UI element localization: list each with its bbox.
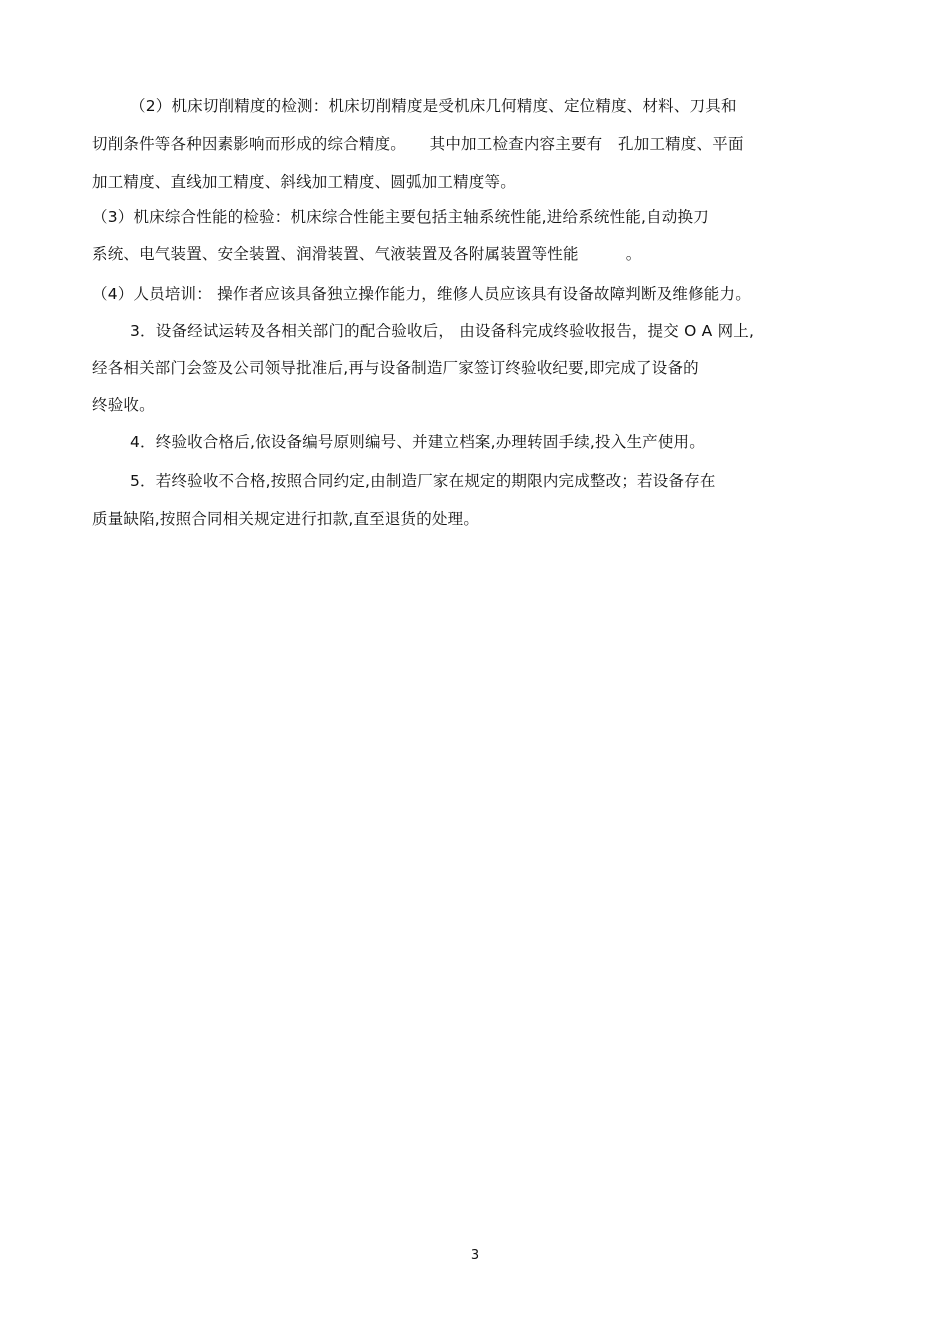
text-line: （2）机床切削精度的检测：机床切削精度是受机床几何精度、定位精度、材料、刀具和 [130, 97, 737, 115]
text-line: 5．若终验收不合格,按照合同约定,由制造厂家在规定的期限内完成整改；若设备存在 [130, 472, 716, 490]
text-line: 加工精度、直线加工精度、斜线加工精度、圆弧加工精度等。 [92, 173, 516, 191]
text-line: 终验收。 [92, 396, 155, 414]
text-line: 3．设备经试运转及各相关部门的配合验收后， 由设备科完成终验收报告，提交 O A 网上, [130, 322, 755, 340]
text-line: 切削条件等各种因素影响而形成的综合精度。 其中加工检查内容主要有 孔加工精度、平面 [92, 135, 744, 153]
text-line: 系统、电气装置、安全装置、润滑装置、气液装置及各附属装置等性能 。 [92, 245, 642, 263]
text-line: 4．终验收合格后,依设备编号原则编号、并建立档案,办理转固手续,投入生产使用。 [130, 433, 705, 451]
text-line: （3）机床综合性能的检验：机床综合性能主要包括主轴系统性能,进给系统性能,自动换刀 [92, 208, 709, 226]
text-line: （4）人员培训： 操作者应该具备独立操作能力，维修人员应该具有设备故障判断及维修能力。 [92, 285, 751, 303]
text-line: 经各相关部门会签及公司领导批准后,再与设备制造厂家签订终验收纪要,即完成了设备的 [92, 359, 699, 377]
text-line: 质量缺陷,按照合同相关规定进行扣款,直至退货的处理。 [92, 510, 480, 528]
page-number: 3 [470, 1248, 480, 1263]
